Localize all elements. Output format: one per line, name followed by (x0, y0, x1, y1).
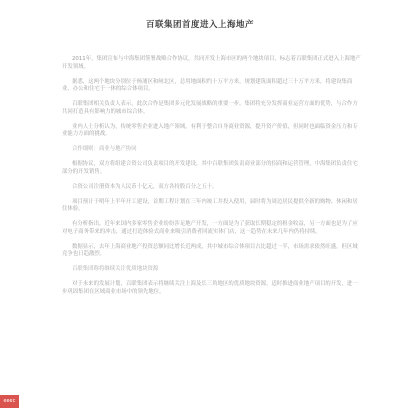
paragraph: 对于未来的发展计划，百联集团表示将继续关注上海及长三角地区的优质地块资源，适时推进商业地产项目的开发，进一步巩固集团在区域商业市场中的领先地位。 (62, 281, 358, 295)
section-subheading: 合作细则：商业与地产协同 (72, 146, 137, 152)
paragraph: 业内人士分析认为，传统零售企业进入地产领域，有利于整合自身商业资源，提升资产价值，但同时也面临资金压力和专业能力方面的挑战。 (62, 123, 358, 137)
paragraph: 据悉，这两个地块分别位于杨浦区和闸北区，总用地面积约十万平方米，规划建筑面积超过三十万平方米，将建设集商业、办公和住宅于一体的综合体项目。 (62, 78, 353, 92)
paragraph: 有分析指出，近年来国内多家零售企业纷纷涉足地产开发，一方面是为了获取长期稳定的租金收益，另一方面也是为了应对电子商务带来的冲击，通过打造体验式商业来吸引消费者回流实体门店，这一趋势在未来几年内仍将持续。 (62, 221, 358, 235)
paragraph: 根据协议，双方将组建合资公司负责项目的开发建设，其中百联集团负责商业部分的招商和运营管理，中海集团负责住宅部分的开发销售。 (62, 161, 358, 175)
paragraph: 百联集团相关负责人表示，此次合作是集团多元化发展战略的重要一步，集团将充分发挥商业运营方面的优势，与合作方共同打造具有影响力的城市综合体。 (62, 101, 358, 115)
watermark-stamp: eeec (0, 395, 19, 408)
document-title: 百联集团首度进入上海地产 (145, 20, 254, 30)
paragraph: 数据显示，去年上海商业地产投资总额同比增长近两成，其中城市综合体项目占比超过一半，市场需求依然旺盛，但区域竞争也日趋激烈。 (62, 243, 358, 257)
paragraph: 合资公司注册资本为人民币十亿元，双方各持股百分之五十。 (72, 183, 218, 190)
paragraph: 项目预计于明年上半年开工建设，首期工程计划在三年内竣工并投入使用，届时将为周边居民提供全新的购物、休闲和居住体验。 (62, 198, 358, 212)
article-body (62, 56, 362, 304)
paragraph: 2011年，集团宣布与中海集团签署战略合作协议，共同开发上海市区的两个地块项目，标志着百联集团正式进入上海地产开发领域。 (62, 56, 361, 70)
section-subheading: 百联集团称将继续关注优质地块资源 (72, 266, 159, 272)
